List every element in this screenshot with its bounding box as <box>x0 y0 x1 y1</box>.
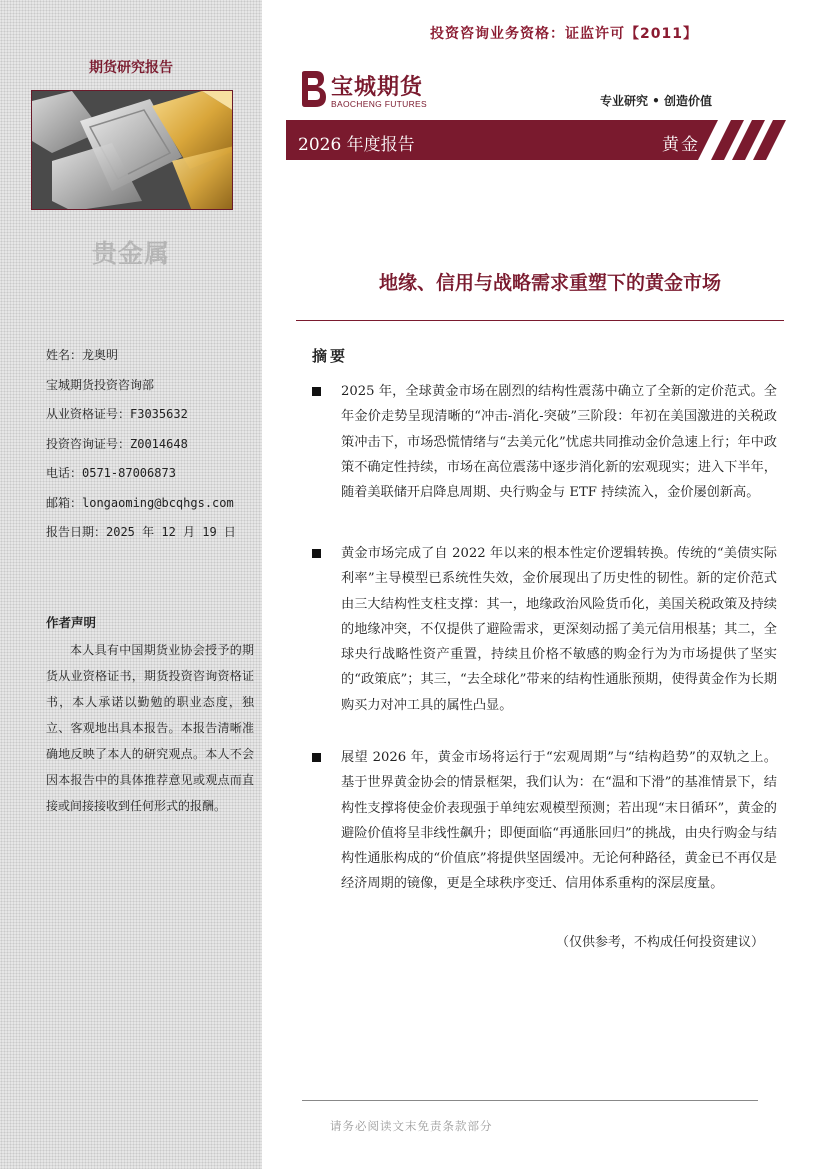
footer-divider <box>302 1100 758 1101</box>
footer-disclaimer: 请务必阅读文末免责条款部分 <box>330 1119 493 1133</box>
analyst-department: 宝城期货投资咨询部 <box>46 377 155 392</box>
square-bullet-icon <box>312 753 321 762</box>
summary-heading: 摘要 <box>312 347 349 365</box>
banner-commodity: 黄金 <box>662 135 700 155</box>
sidebar <box>0 0 262 1169</box>
logo-mark-icon <box>298 70 328 108</box>
banner-report-type: 2026 年度报告 <box>298 135 415 155</box>
paragraph-text: 2025 年，全球黄金市场在剧烈的结构性震荡中确立了全新的定价范式。全年金价走势呈现清晰的“冲击-消化-突破”三阶段：年初在美国激进的关税政策冲击下，市场恐慌情绪与“去美元化”忧虑共同推动金价急速上行；年中政策不确定性持续，市场在高位震荡中逐步消化新的宏观现实；进入下半年，随着美联储开启降息周期、央行购金与 ETF 持续流入，金价屡创新高。 <box>341 384 777 501</box>
paragraph-text: 展望 2026 年，黄金市场将运行于“宏观周期”与“结构趋势”的双轨之上。基于世界黄金协会的情景框架，我们认为：在“温和下滑”的基准情景下，结构性支撑将使金价表现强于单纯宏观模型预测；若出现“末日循环”，黄金的避险价值将呈非线性飙升；即便面临“再通胀回归”的挑战，由央行购金与结构性通胀构成的“价值底”将提供坚固缓冲。无论何种路径，黄金已不再仅是经济周期的镜像，更是全球秩序变迁、信用体系重构的深层度量。 <box>341 750 777 892</box>
company-logo <box>298 70 438 114</box>
analyst-info <box>46 346 260 553</box>
summary-paragraph <box>312 541 777 718</box>
title-divider <box>296 320 784 321</box>
analyst-name: 姓名：龙奥明 <box>46 348 119 362</box>
analyst-phone: 电话：0571-87006873 <box>46 466 176 480</box>
report-title: 地缘、信用与战略需求重塑下的黄金市场 <box>378 272 721 294</box>
disclaimer-note: （仅供参考，不构成任何投资建议） <box>555 935 764 950</box>
analyst-email: 邮箱：longaoming@bcqhgs.com <box>46 495 234 510</box>
report-banner <box>286 120 786 160</box>
report-date: 报告日期：2025 年 12 月 19 日 <box>46 525 236 539</box>
gold-silver-bars-image <box>31 90 233 210</box>
report-type-label: 期货研究报告 <box>89 60 173 76</box>
analyst-license: 从业资格证号：F3035632 <box>46 407 188 421</box>
qualification-notice: 投资咨询业务资格：证监许可【2011】 <box>430 26 698 42</box>
square-bullet-icon <box>312 549 321 558</box>
logo-english-name: BAOCHENG FUTURES <box>331 99 427 109</box>
declaration-heading: 作者声明 <box>46 615 97 630</box>
sector-label: 贵金属 <box>91 239 170 268</box>
square-bullet-icon <box>312 387 321 396</box>
summary-paragraph <box>312 745 777 897</box>
summary-paragraph <box>312 379 777 505</box>
declaration-body: 本人具有中国期货业协会授予的期货从业资格证书，期货投资咨询资格证书，本人承诺以勤勉的职业态度，独立、客观地出具本报告。本报告清晰准确地反映了本人的研究观点。本人不会因本报告中的具体推荐意见或观点而直接或间接接收到任何形式的报酬。 <box>46 643 254 813</box>
analyst-advisory-license: 投资咨询证号：Z0014648 <box>46 436 188 451</box>
paragraph-text: 黄金市场完成了自 2022 年以来的根本性定价逻辑转换。传统的“美债实际利率”主导模型已系统性失效，金价展现出了历史性的韧性。新的定价范式由三大结构性支柱支撑：其一，地缘政治风险货币化，美国关税政策及持续的地缘冲突，不仅提供了避险需求，更深刻动摇了美元信用根基；其二，全球央行战略性资产重置，持续且价格不敏感的购金行为为市场提供了坚实的“政策底”；其三，“去全球化”带来的结构性通胀预期，使得黄金作为长期购买力对冲工具的属性凸显。 <box>341 546 777 713</box>
logo-chinese-name: 宝城期货 <box>331 74 424 100</box>
slogan: 专业研究 • 创造价值 <box>600 94 713 108</box>
